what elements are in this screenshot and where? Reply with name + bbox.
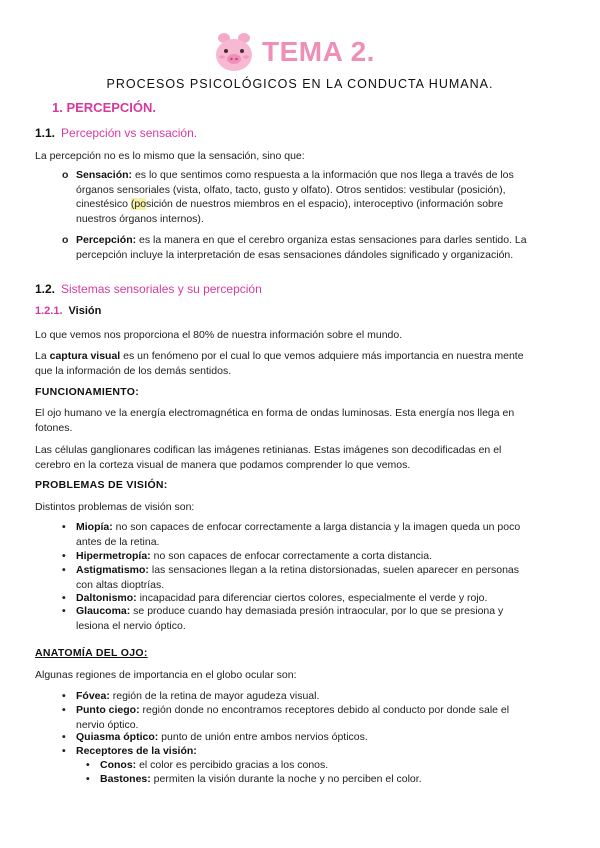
funcionamiento-heading: FUNCIONAMIENTO: (35, 386, 140, 398)
sublist-item-bastones (86, 772, 580, 787)
bullet-icon: • (62, 605, 66, 617)
item-line-2: nervio óptico. (76, 718, 139, 731)
bullet-icon: • (62, 704, 66, 716)
list-item-hipermetropia (62, 549, 576, 564)
term-label: Bastones: (100, 773, 151, 785)
term-text: incapacidad para diferenciar ciertos colores, especialmente el verde y rojo. (136, 592, 488, 604)
sensacion-line-4: nuestros órganos internos). (76, 212, 204, 225)
term-text: no son capaces de enfocar correctamente a larga distancia y la imagen queda un poco (112, 521, 521, 533)
item-line-1 (76, 604, 576, 619)
title-block (212, 30, 375, 74)
term-text: el color es percibido gracias a los conos. (136, 759, 329, 771)
paragraph-vision-2 (35, 349, 565, 378)
term-text: región de la retina de mayor agudeza visual. (109, 690, 320, 702)
term-label: Receptores de la visión: (76, 745, 197, 757)
problemas-heading: PROBLEMAS DE VISIÓN: (35, 479, 168, 491)
page-subtitle: PROCESOS PSICOLÓGICOS EN LA CONDUCTA HUMANA. (106, 77, 494, 91)
term-text: permiten la visión durante la noche y no perciben el color. (150, 773, 422, 785)
list-item-percepcion (62, 233, 576, 262)
anatomia-intro: Algunas regiones de importancia en el globo ocular son: (35, 669, 297, 681)
list-item-quiasma (62, 730, 576, 745)
sensacion-line-1 (76, 168, 576, 183)
list-item-punto-ciego (62, 703, 576, 732)
text-line: Las células ganglionares codifican las imágenes retinianas. Estas imágenes son decodificadas en el (35, 444, 502, 456)
paragraph-vision-1: Lo que vemos nos proporciona el 80% de nuestra información sobre el mundo. (35, 329, 403, 341)
sensacion-line-2: órganos sensoriales (vista, olfato, tacto, gusto y olfato). Otros sentidos: vestibular (posición), (76, 183, 506, 196)
paragraph-funcionamiento-2 (35, 443, 565, 472)
term-label: captura visual (49, 350, 121, 362)
subsection-heading-1-2 (35, 282, 262, 296)
item-line-1 (76, 744, 576, 759)
percepcion-line-1 (76, 233, 576, 248)
list-item-fovea (62, 689, 576, 704)
paragraph-intro: La percepción no es lo mismo que la sensación, sino que: (35, 150, 305, 162)
term-label: Miopía: (76, 521, 113, 533)
list-item-astigmatismo (62, 563, 576, 592)
item-line-2: lesiona el nervio óptico. (76, 619, 186, 632)
term-text: las sensaciones llegan a la retina distorsionadas, suelen aparecer en personas (148, 564, 520, 576)
text-span: cinestésico (76, 198, 131, 210)
problemas-intro: Distintos problemas de visión son: (35, 501, 195, 513)
sublist-item-conos (86, 758, 580, 773)
subsection-number: 1.1. (35, 126, 56, 140)
item-line-2: antes de la retina. (76, 535, 160, 548)
term-text: es lo que sentimos como respuesta a la información que nos llega a través de los (132, 169, 514, 181)
term-text: punto de unión entre ambos nervios ópticos. (158, 731, 368, 743)
bullet-icon: • (62, 745, 66, 757)
sensacion-line-3 (76, 197, 576, 212)
item-line-1 (100, 758, 580, 773)
bullet-icon: o (62, 169, 69, 181)
subsection-heading-1-2-1 (35, 305, 101, 317)
highlighted-text: (po (130, 198, 147, 210)
text-line: cerebro en la corteza visual de manera que podamos comprender lo que vemos. (35, 458, 411, 471)
subsection-title: Visión (68, 305, 102, 317)
item-line-2: con altas dioptrías. (76, 578, 165, 591)
section-heading-percepcion: 1. PERCEPCIÓN. (52, 100, 157, 115)
item-line-1 (76, 520, 576, 535)
term-label: Conos: (100, 759, 137, 771)
subsection-title: Percepción vs sensación. (61, 126, 198, 140)
anatomia-heading: ANATOMÍA DEL OJO: (35, 647, 148, 659)
subsection-heading-1-1 (35, 126, 197, 140)
term-text: es la manera en que el cerebro organiza estas sensaciones para darles sentido. La (136, 234, 527, 246)
item-line-1 (76, 703, 576, 718)
term-text: se produce cuando hay demasiada presión intraocular, por lo que se presiona y (130, 605, 504, 617)
piglet-mascot-icon (212, 30, 256, 74)
text-line: fotones. (35, 421, 73, 434)
subsection-number: 1.2. (35, 282, 56, 296)
term-label: Percepción: (76, 234, 137, 246)
term-text: no son capaces de enfocar correctamente a corta distancia. (150, 550, 433, 562)
term-label: Punto ciego: (76, 704, 140, 716)
item-line-1 (76, 689, 576, 704)
term-label: Hipermetropía: (76, 550, 151, 562)
text-line: El ojo humano ve la energía electromagnética en forma de ondas luminosas. Esta energía nos llega en (35, 407, 515, 419)
list-item-glaucoma (62, 604, 576, 633)
subsection-title: Sistemas sensoriales y su percepción (61, 282, 262, 296)
paragraph-funcionamiento-1 (35, 406, 565, 435)
bullet-icon: • (86, 759, 90, 771)
percepcion-line-2: percepción incluye la interpretación de esas sensaciones dándoles significado y organización. (76, 248, 514, 261)
bullet-icon: • (62, 690, 66, 702)
text-span: es un fenómeno por el cual lo que vemos adquiere más importancia en nuestra mente (120, 350, 524, 362)
text-span: La (35, 350, 50, 362)
item-line-1 (100, 772, 580, 787)
term-label: Astigmatismo: (76, 564, 149, 576)
list-item-receptores (62, 744, 576, 759)
bullet-icon: • (62, 550, 66, 562)
page-title: TEMA 2. (262, 36, 375, 67)
text-span: sición de nuestros miembros en el espacio), interoceptivo (información sobre (146, 198, 504, 210)
term-label: Quiasma óptico: (76, 731, 159, 743)
bullet-icon: • (86, 773, 90, 785)
term-label: Glaucoma: (76, 605, 131, 617)
item-line-1 (76, 549, 576, 564)
list-item-sensacion (62, 168, 576, 226)
item-line-1 (76, 563, 576, 578)
bullet-icon: • (62, 731, 66, 743)
term-label: Daltonismo: (76, 592, 137, 604)
term-label: Sensación: (76, 169, 133, 181)
term-label: Fóvea: (76, 690, 110, 702)
bullet-icon: o (62, 234, 69, 246)
list-item-miopia (62, 520, 576, 549)
term-text: región donde no encontramos receptores debido al conducto por donde sale el (139, 704, 510, 716)
subsection-number: 1.2.1. (35, 305, 63, 317)
vision-2-line-2: que la información de los demás sentidos. (35, 364, 232, 377)
bullet-icon: • (62, 592, 66, 604)
bullet-icon: • (62, 521, 66, 533)
item-line-1 (76, 730, 576, 745)
bullet-icon: • (62, 564, 66, 576)
vision-2-line-1 (35, 349, 565, 364)
